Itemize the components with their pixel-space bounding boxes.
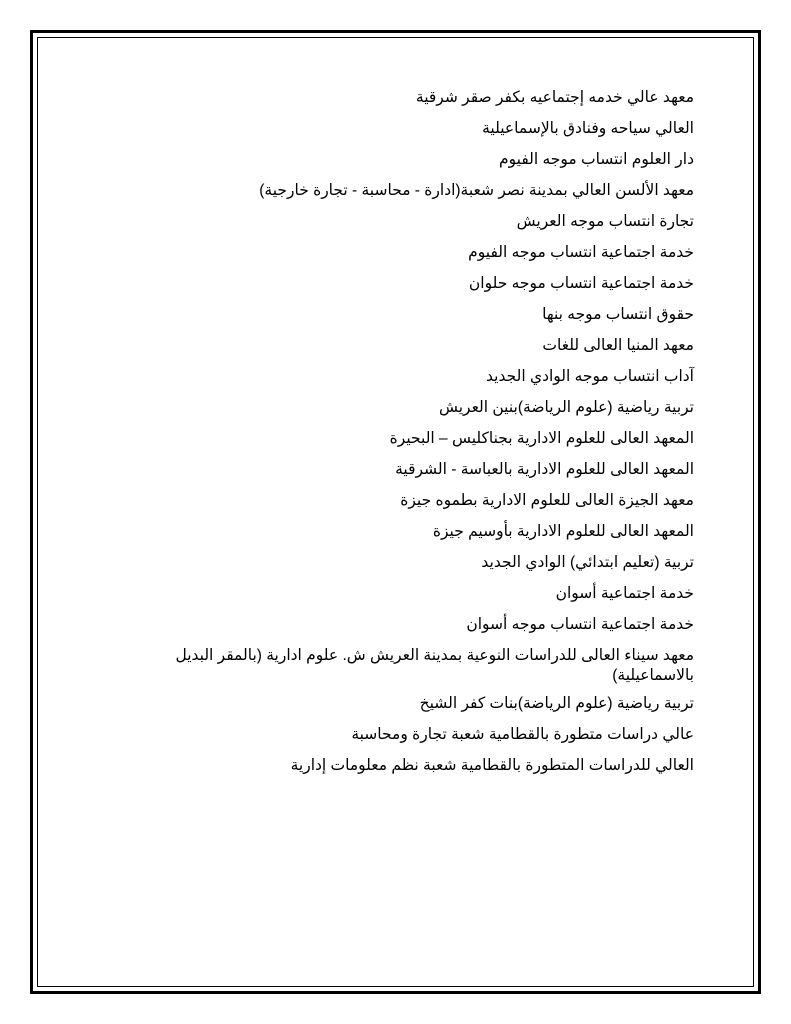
list-item: حقوق انتساب موجه بنها <box>542 306 694 323</box>
list-item: المعهد العالى للعلوم الادارية بجناكليس – البحيرة <box>389 430 694 447</box>
list-item: معهد الألسن العالي بمدينة نصر شعبة(ادارة - محاسبة - تجارة خارجية) <box>259 182 694 199</box>
list-item: العالي للدراسات المتطورة بالقطامية شعبة نظم معلومات إدارية <box>290 757 694 774</box>
list-item: تجارة انتساب موجه العريش <box>516 213 694 230</box>
list-item: خدمة اجتماعية انتساب موجه حلوان <box>468 275 694 292</box>
list-item: خدمة اجتماعية انتساب موجه أسوان <box>466 616 694 633</box>
list-item: معهد الجيزة العالى للعلوم الادارية بطموه جيزة <box>400 492 694 509</box>
list-item: تربية (تعليم ابتدائي) الوادي الجديد <box>481 554 694 571</box>
list-item: خدمة اجتماعية أسوان <box>555 585 694 602</box>
list-item: معهد عالي خدمه إجتماعيه بكفر صقر شرقية <box>415 89 694 106</box>
list-item: خدمة اجتماعية انتساب موجه الفيوم <box>468 244 694 261</box>
list-item: تربية رياضية (علوم الرياضة)بنات كفر الشيخ <box>419 695 694 712</box>
list-item: تربية رياضية (علوم الرياضة)بنين العريش <box>438 399 694 416</box>
list-item: عالي دراسات متطورة بالقطامية شعبة تجارة ومحاسبة <box>351 726 694 743</box>
institutes-list <box>94 88 694 787</box>
list-item: المعهد العالى للعلوم الادارية بالعباسة - الشرقية <box>395 461 694 478</box>
list-item: معهد المنيا العالى للغات <box>542 337 694 354</box>
list-item: المعهد العالى للعلوم الادارية بأوسيم جيزة <box>432 523 694 540</box>
list-item: آداب انتساب موجه الوادي الجديد <box>486 368 694 385</box>
list-item: معهد سيناء العالى للدراسات النوعية بمدينة العريش ش. علوم ادارية (بالمقر البديل بالاسماعيلية) <box>175 647 694 684</box>
list-item: العالي سياحه وفنادق بالإسماعيلية <box>482 120 694 137</box>
list-item: دار العلوم انتساب موجه الفيوم <box>499 151 694 168</box>
